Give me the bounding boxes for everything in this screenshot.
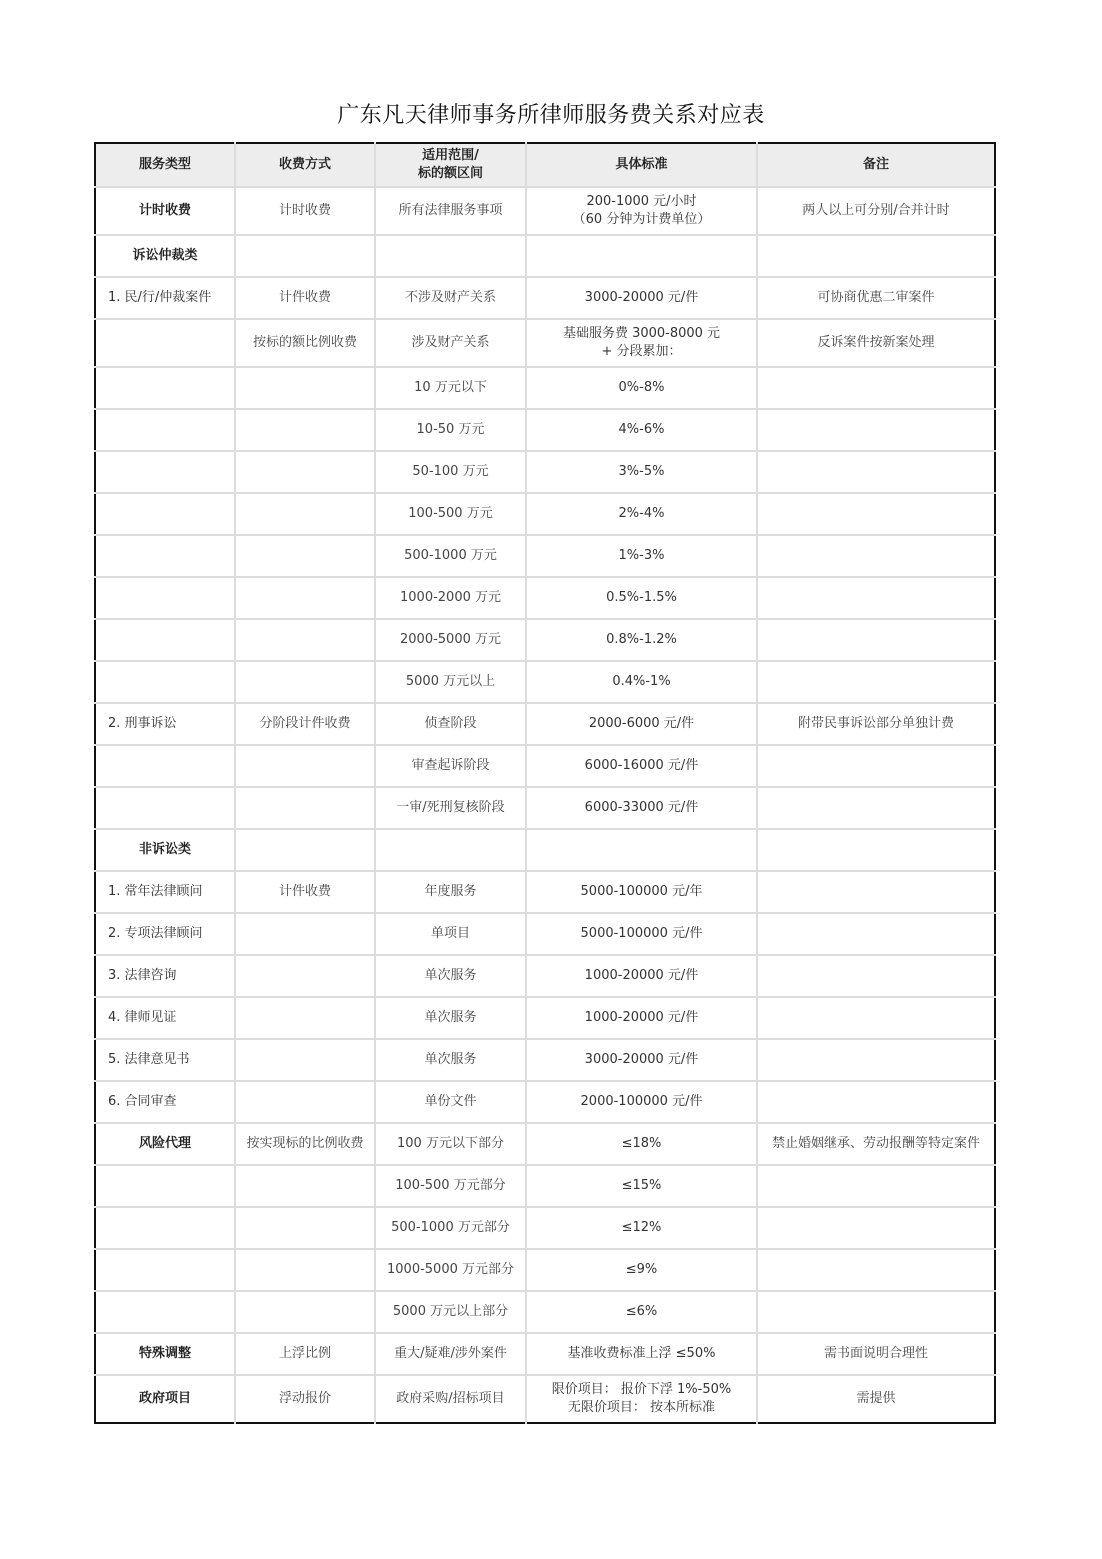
cell-note bbox=[757, 1165, 995, 1207]
cell-note: 禁止婚姻继承、劳动报酬等特定案件 bbox=[757, 1123, 995, 1165]
cell-scope bbox=[375, 235, 526, 277]
cell-billing-method bbox=[235, 1207, 375, 1249]
cell-standard: ≤15% bbox=[526, 1165, 757, 1207]
cell-billing-method: 上浮比例 bbox=[235, 1333, 375, 1375]
cell-note bbox=[757, 1249, 995, 1291]
cell-billing-method bbox=[235, 235, 375, 277]
cell-billing-method bbox=[235, 367, 375, 409]
cell-billing-method bbox=[235, 829, 375, 871]
table-row bbox=[95, 913, 995, 955]
cell-scope: 2000-5000 万元 bbox=[375, 619, 526, 661]
cell-service-type: 特殊调整 bbox=[95, 1333, 235, 1375]
cell-standard: 2%-4% bbox=[526, 493, 757, 535]
cell-standard: 3000-20000 元/件 bbox=[526, 277, 757, 319]
cell-note bbox=[757, 787, 995, 829]
cell-billing-method bbox=[235, 1081, 375, 1123]
cell-standard: 0.5%-1.5% bbox=[526, 577, 757, 619]
cell-standard: 5000-100000 元/件 bbox=[526, 913, 757, 955]
cell-service-type: 计时收费 bbox=[95, 187, 235, 235]
cell-service-type bbox=[95, 493, 235, 535]
cell-service-type: 4. 律师见证 bbox=[95, 997, 235, 1039]
cell-note bbox=[757, 493, 995, 535]
cell-service-type bbox=[95, 1291, 235, 1333]
cell-standard: ≤9% bbox=[526, 1249, 757, 1291]
cell-standard bbox=[526, 235, 757, 277]
cell-scope: 1000-2000 万元 bbox=[375, 577, 526, 619]
table-row bbox=[95, 787, 995, 829]
cell-service-type bbox=[95, 1249, 235, 1291]
cell-note bbox=[757, 577, 995, 619]
cell-note: 反诉案件按新案处理 bbox=[757, 319, 995, 367]
cell-scope: 1000-5000 万元部分 bbox=[375, 1249, 526, 1291]
table-row bbox=[95, 1291, 995, 1333]
table-row bbox=[95, 409, 995, 451]
cell-service-type bbox=[95, 661, 235, 703]
cell-billing-method bbox=[235, 1249, 375, 1291]
table-row bbox=[95, 493, 995, 535]
table-row bbox=[95, 1039, 995, 1081]
cell-standard: 基准收费标准上浮 ≤50% bbox=[526, 1333, 757, 1375]
cell-standard: 2000-6000 元/件 bbox=[526, 703, 757, 745]
cell-scope: 单次服务 bbox=[375, 997, 526, 1039]
cell-standard: 0.4%-1% bbox=[526, 661, 757, 703]
table-row bbox=[95, 871, 995, 913]
cell-standard: 0.8%-1.2% bbox=[526, 619, 757, 661]
cell-standard bbox=[526, 1375, 757, 1423]
cell-standard bbox=[526, 319, 757, 367]
cell-service-type bbox=[95, 319, 235, 367]
cell-note bbox=[757, 235, 995, 277]
table-row bbox=[95, 535, 995, 577]
cell-note bbox=[757, 367, 995, 409]
cell-billing-method: 计时收费 bbox=[235, 187, 375, 235]
cell-scope: 10-50 万元 bbox=[375, 409, 526, 451]
cell-scope: 5000 万元以上部分 bbox=[375, 1291, 526, 1333]
cell-scope bbox=[375, 829, 526, 871]
cell-standard-line1: 200-1000 元/小时 bbox=[586, 194, 697, 209]
cell-scope: 500-1000 万元 bbox=[375, 535, 526, 577]
cell-scope: 审查起诉阶段 bbox=[375, 745, 526, 787]
cell-standard: 6000-16000 元/件 bbox=[526, 745, 757, 787]
cell-service-type bbox=[95, 409, 235, 451]
cell-standard: 6000-33000 元/件 bbox=[526, 787, 757, 829]
cell-service-type: 诉讼仲裁类 bbox=[95, 235, 235, 277]
cell-scope: 侦查阶段 bbox=[375, 703, 526, 745]
cell-scope: 10 万元以下 bbox=[375, 367, 526, 409]
cell-service-type bbox=[95, 577, 235, 619]
table-row bbox=[95, 829, 995, 871]
table-row bbox=[95, 955, 995, 997]
table-row bbox=[95, 1165, 995, 1207]
cell-standard-line2: + 分段累加： bbox=[601, 344, 682, 359]
cell-scope: 单次服务 bbox=[375, 955, 526, 997]
header-note: 备注 bbox=[757, 143, 995, 187]
cell-scope: 100-500 万元部分 bbox=[375, 1165, 526, 1207]
cell-scope: 重大/疑难/涉外案件 bbox=[375, 1333, 526, 1375]
cell-scope: 单份文件 bbox=[375, 1081, 526, 1123]
cell-note bbox=[757, 745, 995, 787]
table-row bbox=[95, 703, 995, 745]
cell-service-type bbox=[95, 619, 235, 661]
table-row bbox=[95, 997, 995, 1039]
cell-standard-line2: （60 分钟为计费单位） bbox=[572, 212, 711, 227]
table-row bbox=[95, 187, 995, 235]
cell-scope: 50-100 万元 bbox=[375, 451, 526, 493]
cell-scope: 单项目 bbox=[375, 913, 526, 955]
cell-note bbox=[757, 661, 995, 703]
cell-scope: 一审/死刑复核阶段 bbox=[375, 787, 526, 829]
cell-service-type: 5. 法律意见书 bbox=[95, 1039, 235, 1081]
cell-standard: ≤12% bbox=[526, 1207, 757, 1249]
cell-note bbox=[757, 535, 995, 577]
cell-note bbox=[757, 829, 995, 871]
table-row bbox=[95, 1207, 995, 1249]
cell-standard: 1000-20000 元/件 bbox=[526, 997, 757, 1039]
header-scope-line1: 适用范围/ bbox=[422, 148, 479, 163]
cell-standard: 0%-8% bbox=[526, 367, 757, 409]
table-header-row bbox=[95, 143, 995, 187]
cell-scope: 涉及财产关系 bbox=[375, 319, 526, 367]
cell-billing-method bbox=[235, 1039, 375, 1081]
cell-service-type: 1. 常年法律顾问 bbox=[95, 871, 235, 913]
cell-billing-method bbox=[235, 787, 375, 829]
cell-billing-method: 分阶段计件收费 bbox=[235, 703, 375, 745]
table-row bbox=[95, 319, 995, 367]
cell-standard-line1: 限价项目： 报价下浮 1%-50% bbox=[551, 1382, 732, 1397]
table-row bbox=[95, 1375, 995, 1423]
cell-service-type: 1. 民/行/仲裁案件 bbox=[95, 277, 235, 319]
cell-note: 附带民事诉讼部分单独计费 bbox=[757, 703, 995, 745]
table-row bbox=[95, 451, 995, 493]
cell-service-type bbox=[95, 745, 235, 787]
cell-note bbox=[757, 619, 995, 661]
cell-billing-method bbox=[235, 1165, 375, 1207]
cell-billing-method bbox=[235, 955, 375, 997]
cell-note: 两人以上可分别/合并计时 bbox=[757, 187, 995, 235]
cell-standard: 1%-3% bbox=[526, 535, 757, 577]
cell-note: 需提供 bbox=[757, 1375, 995, 1423]
header-service-type: 服务类型 bbox=[95, 143, 235, 187]
cell-note bbox=[757, 997, 995, 1039]
cell-standard: ≤18% bbox=[526, 1123, 757, 1165]
fee-schedule-table bbox=[94, 142, 996, 1424]
cell-billing-method: 计件收费 bbox=[235, 871, 375, 913]
cell-scope: 100 万元以下部分 bbox=[375, 1123, 526, 1165]
cell-note bbox=[757, 451, 995, 493]
cell-scope: 年度服务 bbox=[375, 871, 526, 913]
cell-note bbox=[757, 955, 995, 997]
cell-standard: 4%-6% bbox=[526, 409, 757, 451]
cell-service-type bbox=[95, 535, 235, 577]
cell-scope: 500-1000 万元部分 bbox=[375, 1207, 526, 1249]
cell-note bbox=[757, 1039, 995, 1081]
cell-note: 需书面说明合理性 bbox=[757, 1333, 995, 1375]
table-row bbox=[95, 1081, 995, 1123]
cell-scope: 5000 万元以上 bbox=[375, 661, 526, 703]
cell-billing-method: 按实现标的比例收费 bbox=[235, 1123, 375, 1165]
cell-standard-line2: 无限价项目： 按本所标准 bbox=[567, 1400, 716, 1415]
cell-note bbox=[757, 1081, 995, 1123]
header-billing-method: 收费方式 bbox=[235, 143, 375, 187]
header-standard: 具体标准 bbox=[526, 143, 757, 187]
table-body bbox=[95, 187, 995, 1423]
cell-billing-method bbox=[235, 619, 375, 661]
cell-note bbox=[757, 409, 995, 451]
cell-note: 可协商优惠二审案件 bbox=[757, 277, 995, 319]
cell-standard: 5000-100000 元/年 bbox=[526, 871, 757, 913]
cell-service-type: 2. 刑事诉讼 bbox=[95, 703, 235, 745]
cell-standard: 2000-100000 元/件 bbox=[526, 1081, 757, 1123]
cell-billing-method bbox=[235, 409, 375, 451]
cell-scope: 不涉及财产关系 bbox=[375, 277, 526, 319]
cell-standard: ≤6% bbox=[526, 1291, 757, 1333]
cell-standard bbox=[526, 829, 757, 871]
cell-standard bbox=[526, 187, 757, 235]
table-row bbox=[95, 235, 995, 277]
cell-service-type: 6. 合同审查 bbox=[95, 1081, 235, 1123]
cell-scope: 政府采购/招标项目 bbox=[375, 1375, 526, 1423]
cell-billing-method: 浮动报价 bbox=[235, 1375, 375, 1423]
cell-scope: 单次服务 bbox=[375, 1039, 526, 1081]
cell-scope: 100-500 万元 bbox=[375, 493, 526, 535]
cell-service-type bbox=[95, 1207, 235, 1249]
header-scope bbox=[375, 143, 526, 187]
cell-service-type: 3. 法律咨询 bbox=[95, 955, 235, 997]
cell-service-type bbox=[95, 787, 235, 829]
cell-standard: 3000-20000 元/件 bbox=[526, 1039, 757, 1081]
cell-service-type: 政府项目 bbox=[95, 1375, 235, 1423]
cell-note bbox=[757, 1291, 995, 1333]
cell-billing-method bbox=[235, 745, 375, 787]
table-row bbox=[95, 745, 995, 787]
cell-billing-method bbox=[235, 997, 375, 1039]
cell-billing-method bbox=[235, 661, 375, 703]
cell-billing-method bbox=[235, 577, 375, 619]
table-row bbox=[95, 1123, 995, 1165]
header-scope-line2: 标的额区间 bbox=[417, 166, 483, 181]
cell-note bbox=[757, 913, 995, 955]
cell-service-type bbox=[95, 367, 235, 409]
cell-note bbox=[757, 871, 995, 913]
cell-service-type: 非诉讼类 bbox=[95, 829, 235, 871]
cell-service-type: 2. 专项法律顾问 bbox=[95, 913, 235, 955]
table-row bbox=[95, 1333, 995, 1375]
cell-standard-line1: 基础服务费 3000-8000 元 bbox=[562, 326, 721, 341]
cell-scope: 所有法律服务事项 bbox=[375, 187, 526, 235]
cell-billing-method bbox=[235, 451, 375, 493]
cell-service-type bbox=[95, 1165, 235, 1207]
cell-billing-method bbox=[235, 535, 375, 577]
cell-billing-method: 计件收费 bbox=[235, 277, 375, 319]
cell-billing-method bbox=[235, 493, 375, 535]
table-row bbox=[95, 619, 995, 661]
cell-note bbox=[757, 1207, 995, 1249]
cell-billing-method: 按标的额比例收费 bbox=[235, 319, 375, 367]
cell-standard: 1000-20000 元/件 bbox=[526, 955, 757, 997]
cell-service-type: 风险代理 bbox=[95, 1123, 235, 1165]
table-row bbox=[95, 277, 995, 319]
cell-service-type bbox=[95, 451, 235, 493]
cell-billing-method bbox=[235, 1291, 375, 1333]
table-row bbox=[95, 577, 995, 619]
cell-billing-method bbox=[235, 913, 375, 955]
document-title: 广东凡天律师事务所律师服务费关系对应表 bbox=[337, 103, 765, 128]
table-row bbox=[95, 367, 995, 409]
table-row bbox=[95, 661, 995, 703]
table-row bbox=[95, 1249, 995, 1291]
cell-standard: 3%-5% bbox=[526, 451, 757, 493]
